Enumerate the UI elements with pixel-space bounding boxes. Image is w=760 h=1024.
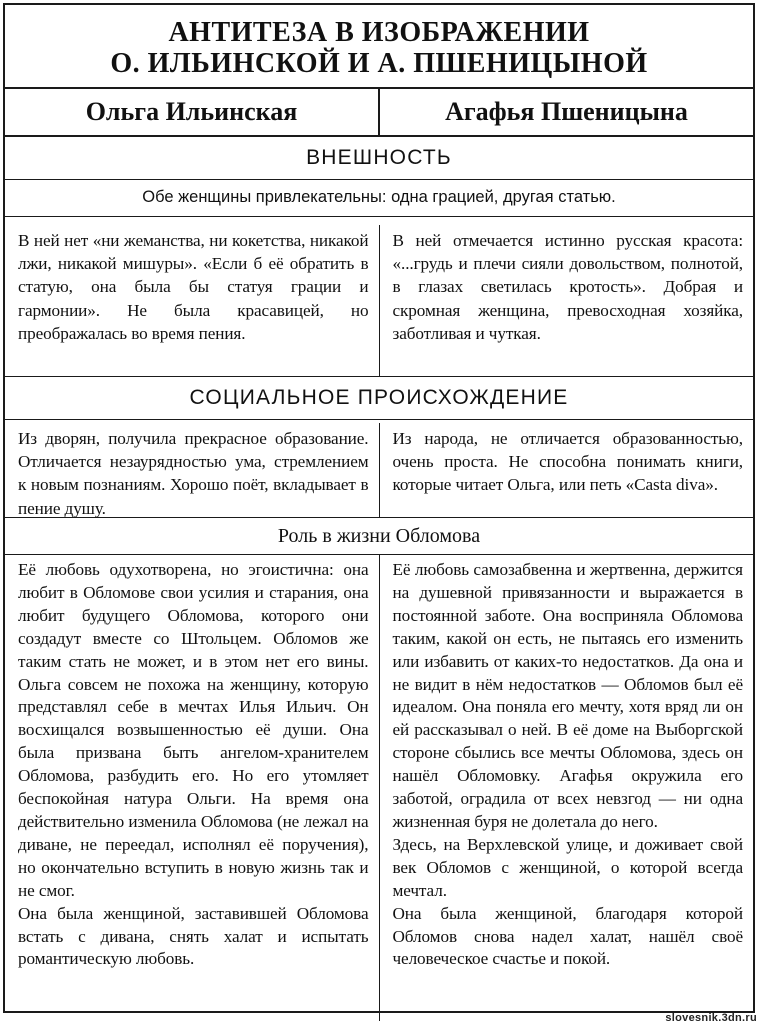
appearance-agafya-cell [380, 225, 754, 376]
comparison-table [3, 3, 755, 1013]
column-header-agafya: Агафья Пшеницына [445, 97, 688, 126]
origin-agafya-text: Из народа, не отличается образованностью, очень проста. Не способна понимать книги, которые читает Ольга, или петь «Casta diva». [392, 429, 743, 495]
section-heading-role: Роль в жизни Обломова [5, 518, 753, 555]
role-olga-paragraph-1: Её любовь одухотворена, но эгоистична: она любит в Обломове свои усилия и старания, она любит будущего Обломова, которого они создадут вместе со Штольцем. Обломов же таким стать не может, и в этом нет его вины. Ольга совсем не похожа на женщину, которую представлял себе в мечтах Илья Ильич. Он восхищался возвышенностью её души. Она была призвана быть ангелом-хранителем Обломова, разбудить его. Но его утомляет беспокойная натура Ольги. На время она действительно изменила Обломова (не лежал на диване, не переедал, исполнял её поручения), но окончательно вступить в новую жизнь так и не смог. [18, 560, 369, 900]
section-heading-appearance: ВНЕШНОСТЬ [5, 137, 753, 180]
watermark: slovesnik.3dn.ru [665, 1012, 757, 1024]
role-row [5, 555, 753, 1021]
role-agafya-paragraph-1: Её любовь самозабвенна и жертвенна, держится на душевной привязанности и выражается в постоянной заботе. Она восприняла Обломова таким, какой он есть, не пытаясь его изменить или избавить от каких-то недостатков. Да она и не видит в нём недостатков — Обломов был её идеалом. Она поняла его мечту, хотя вряд ли он ей рассказывал о ней. В её доме на Выборгской стороне сбылись все мечты Обломова, здесь он нашёл Обломовку. Агафья окружила его заботой, оградила от всех невзгод — ни одна жизненная буря не долетала до него. [392, 560, 743, 831]
origin-agafya-cell [380, 423, 754, 517]
appearance-olga-text: В ней нет «ни жеманства, ни кокетства, никакой лжи, никакой мишуры». «Если б её обратить в статую, она была бы статуя грации и гармонии». Не была красавицей, но преображалась во время пения. [18, 231, 369, 343]
column-headers [5, 89, 753, 137]
origin-row [5, 420, 753, 518]
role-olga-cell [5, 555, 380, 1021]
role-agafya-paragraph-2: Здесь, на Верхлевской улице, и доживает свой век Обломов с женщиной, о которой всегда мечтал. [392, 834, 743, 900]
origin-olga-text: Из дворян, получила прекрасное образование. Отличается незаурядностью ума, стремлением к новым познаниям. Хорошо поёт, вкладывает в пение душу. [18, 429, 369, 518]
origin-olga-cell [5, 423, 380, 517]
appearance-olga-cell [5, 225, 380, 376]
title-line-1: АНТИТЕЗА В ИЗОБРАЖЕНИИ [168, 17, 590, 48]
appearance-row [5, 217, 753, 377]
column-header-olga: Ольга Ильинская [5, 89, 380, 135]
title-line-2: О. ИЛЬИНСКОЙ И А. ПШЕНИЦЫНОЙ [110, 48, 648, 79]
role-agafya-paragraph-3: Она была женщиной, благодаря которой Обломов снова надел халат, нашёл своё человеческое счастье и покой. [392, 903, 743, 969]
section-heading-origin: СОЦИАЛЬНОЕ ПРОИСХОЖДЕНИЕ [5, 377, 753, 420]
role-olga-paragraph-2: Она была женщиной, заставившей Обломова встать с дивана, снять халат и испытать романтическую любовь. [18, 903, 369, 969]
appearance-common-note: Обе женщины привлекательны: одна грацией, другая статью. [5, 180, 753, 217]
appearance-agafya-text: В ней отмечается истинно русская красота: «...грудь и плечи сияли довольством, полнотой, в глазах светилась кротость». Добрая и скромная женщина, превосходная хозяйка, заботливая и чуткая. [392, 231, 743, 343]
role-agafya-cell [380, 555, 754, 1021]
page-title [5, 5, 753, 89]
